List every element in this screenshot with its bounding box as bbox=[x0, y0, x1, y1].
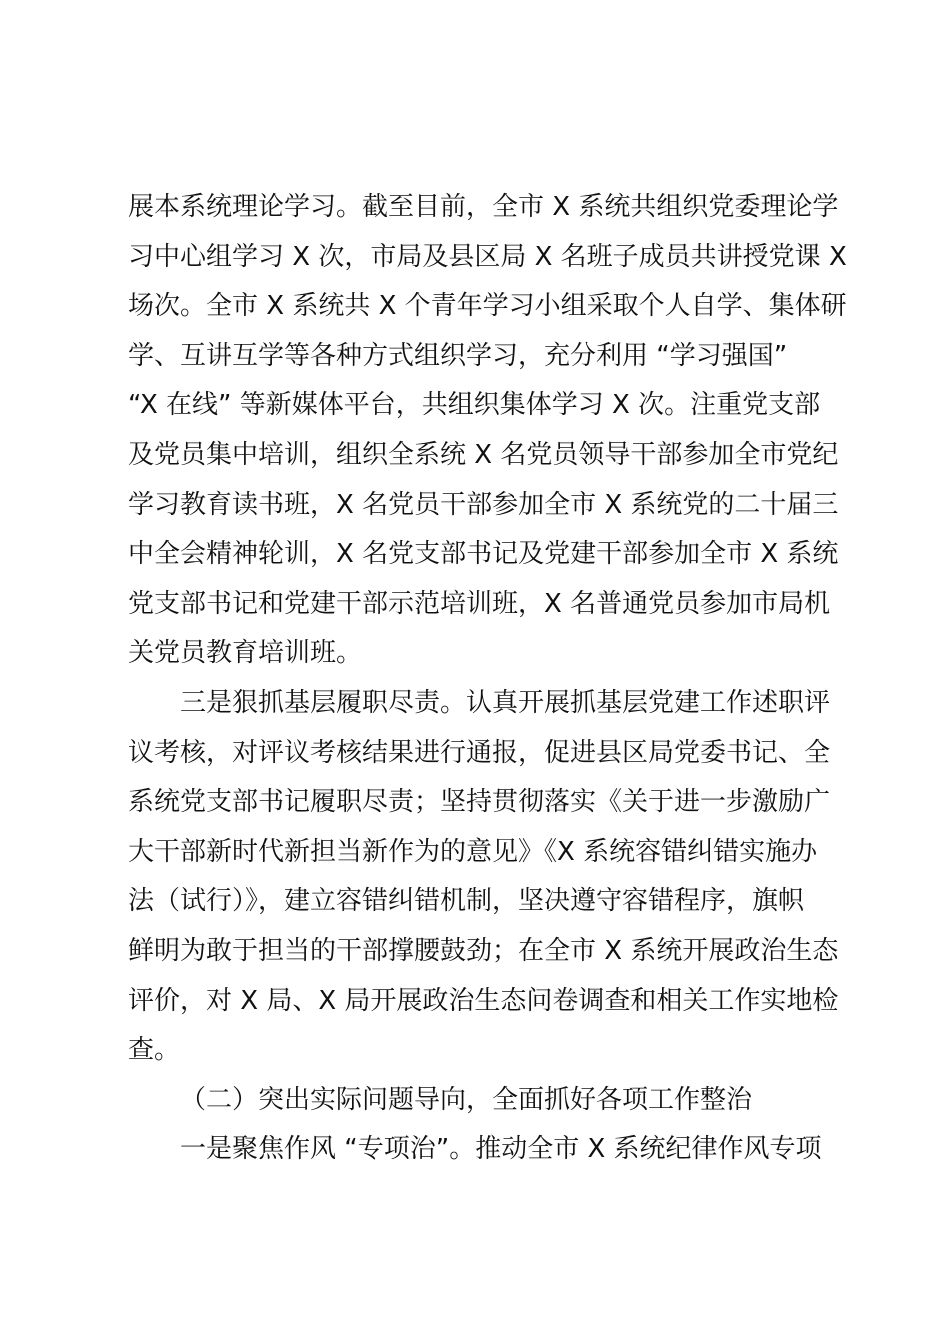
section-heading: （二）突出实际问题导向，全面抓好各项工作整治 bbox=[180, 1084, 753, 1115]
text-line: 法（试行）》，建立容错纠错机制，坚决遵守容错程序，旗帜 bbox=[128, 886, 805, 917]
text-line: 鲜明为敢于担当的干部撑腰鼓劲；在全市 X 系统开展政治生态 bbox=[128, 935, 839, 966]
text-line: 大干部新时代新担当新作为的意见》《X 系统容错纠错实施办 bbox=[128, 836, 818, 867]
text-line: 及党员集中培训，组织全系统 X 名党员领导干部参加全市党纪 bbox=[128, 439, 839, 470]
text-line: 查。 bbox=[128, 1035, 181, 1066]
text-line: 评价，对 X 局、X 局开展政治生态问卷调查和相关工作实地检 bbox=[128, 985, 839, 1016]
text-line: 学、互讲互学等各种方式组织学习，充分利用 “学习强国” bbox=[128, 340, 788, 371]
text-line: 习中心组学习 X 次，市局及县区局 X 名班子成员共讲授党课 X bbox=[128, 241, 847, 272]
text-line: 场次。全市 X 系统共 X 个青年学习小组采取个人自学、集体研 bbox=[128, 291, 847, 322]
text-line: 学习教育读书班，X 名党员干部参加全市 X 系统党的二十届三 bbox=[128, 489, 839, 520]
paragraph-start-line: 三是狠抓基层履职尽责。认真开展抓基层党建工作述职评 bbox=[180, 687, 831, 718]
paragraph-start-line: 一是聚焦作风 “专项治”。推动全市 X 系统纪律作风专项 bbox=[180, 1134, 822, 1165]
text-line: 党支部书记和党建干部示范培训班，X 名普通党员参加市局机 bbox=[128, 588, 831, 619]
text-line: “X 在线” 等新媒体平台，共组织集体学习 X 次。注重党支部 bbox=[128, 390, 821, 421]
text-line: 议考核，对评议考核结果进行通报，促进县区局党委书记、全 bbox=[128, 737, 831, 768]
text-line: 关党员教育培训班。 bbox=[128, 638, 363, 669]
text-line: 展本系统理论学习。截至目前，全市 X 系统共组织党委理论学 bbox=[128, 192, 839, 222]
document-body bbox=[128, 183, 847, 1175]
text-line: 系统党支部书记履职尽责；坚持贯彻落实《关于进一步激励广 bbox=[128, 787, 831, 818]
text-line: 中全会精神轮训，X 名党支部书记及党建干部参加全市 X 系统 bbox=[128, 539, 839, 570]
